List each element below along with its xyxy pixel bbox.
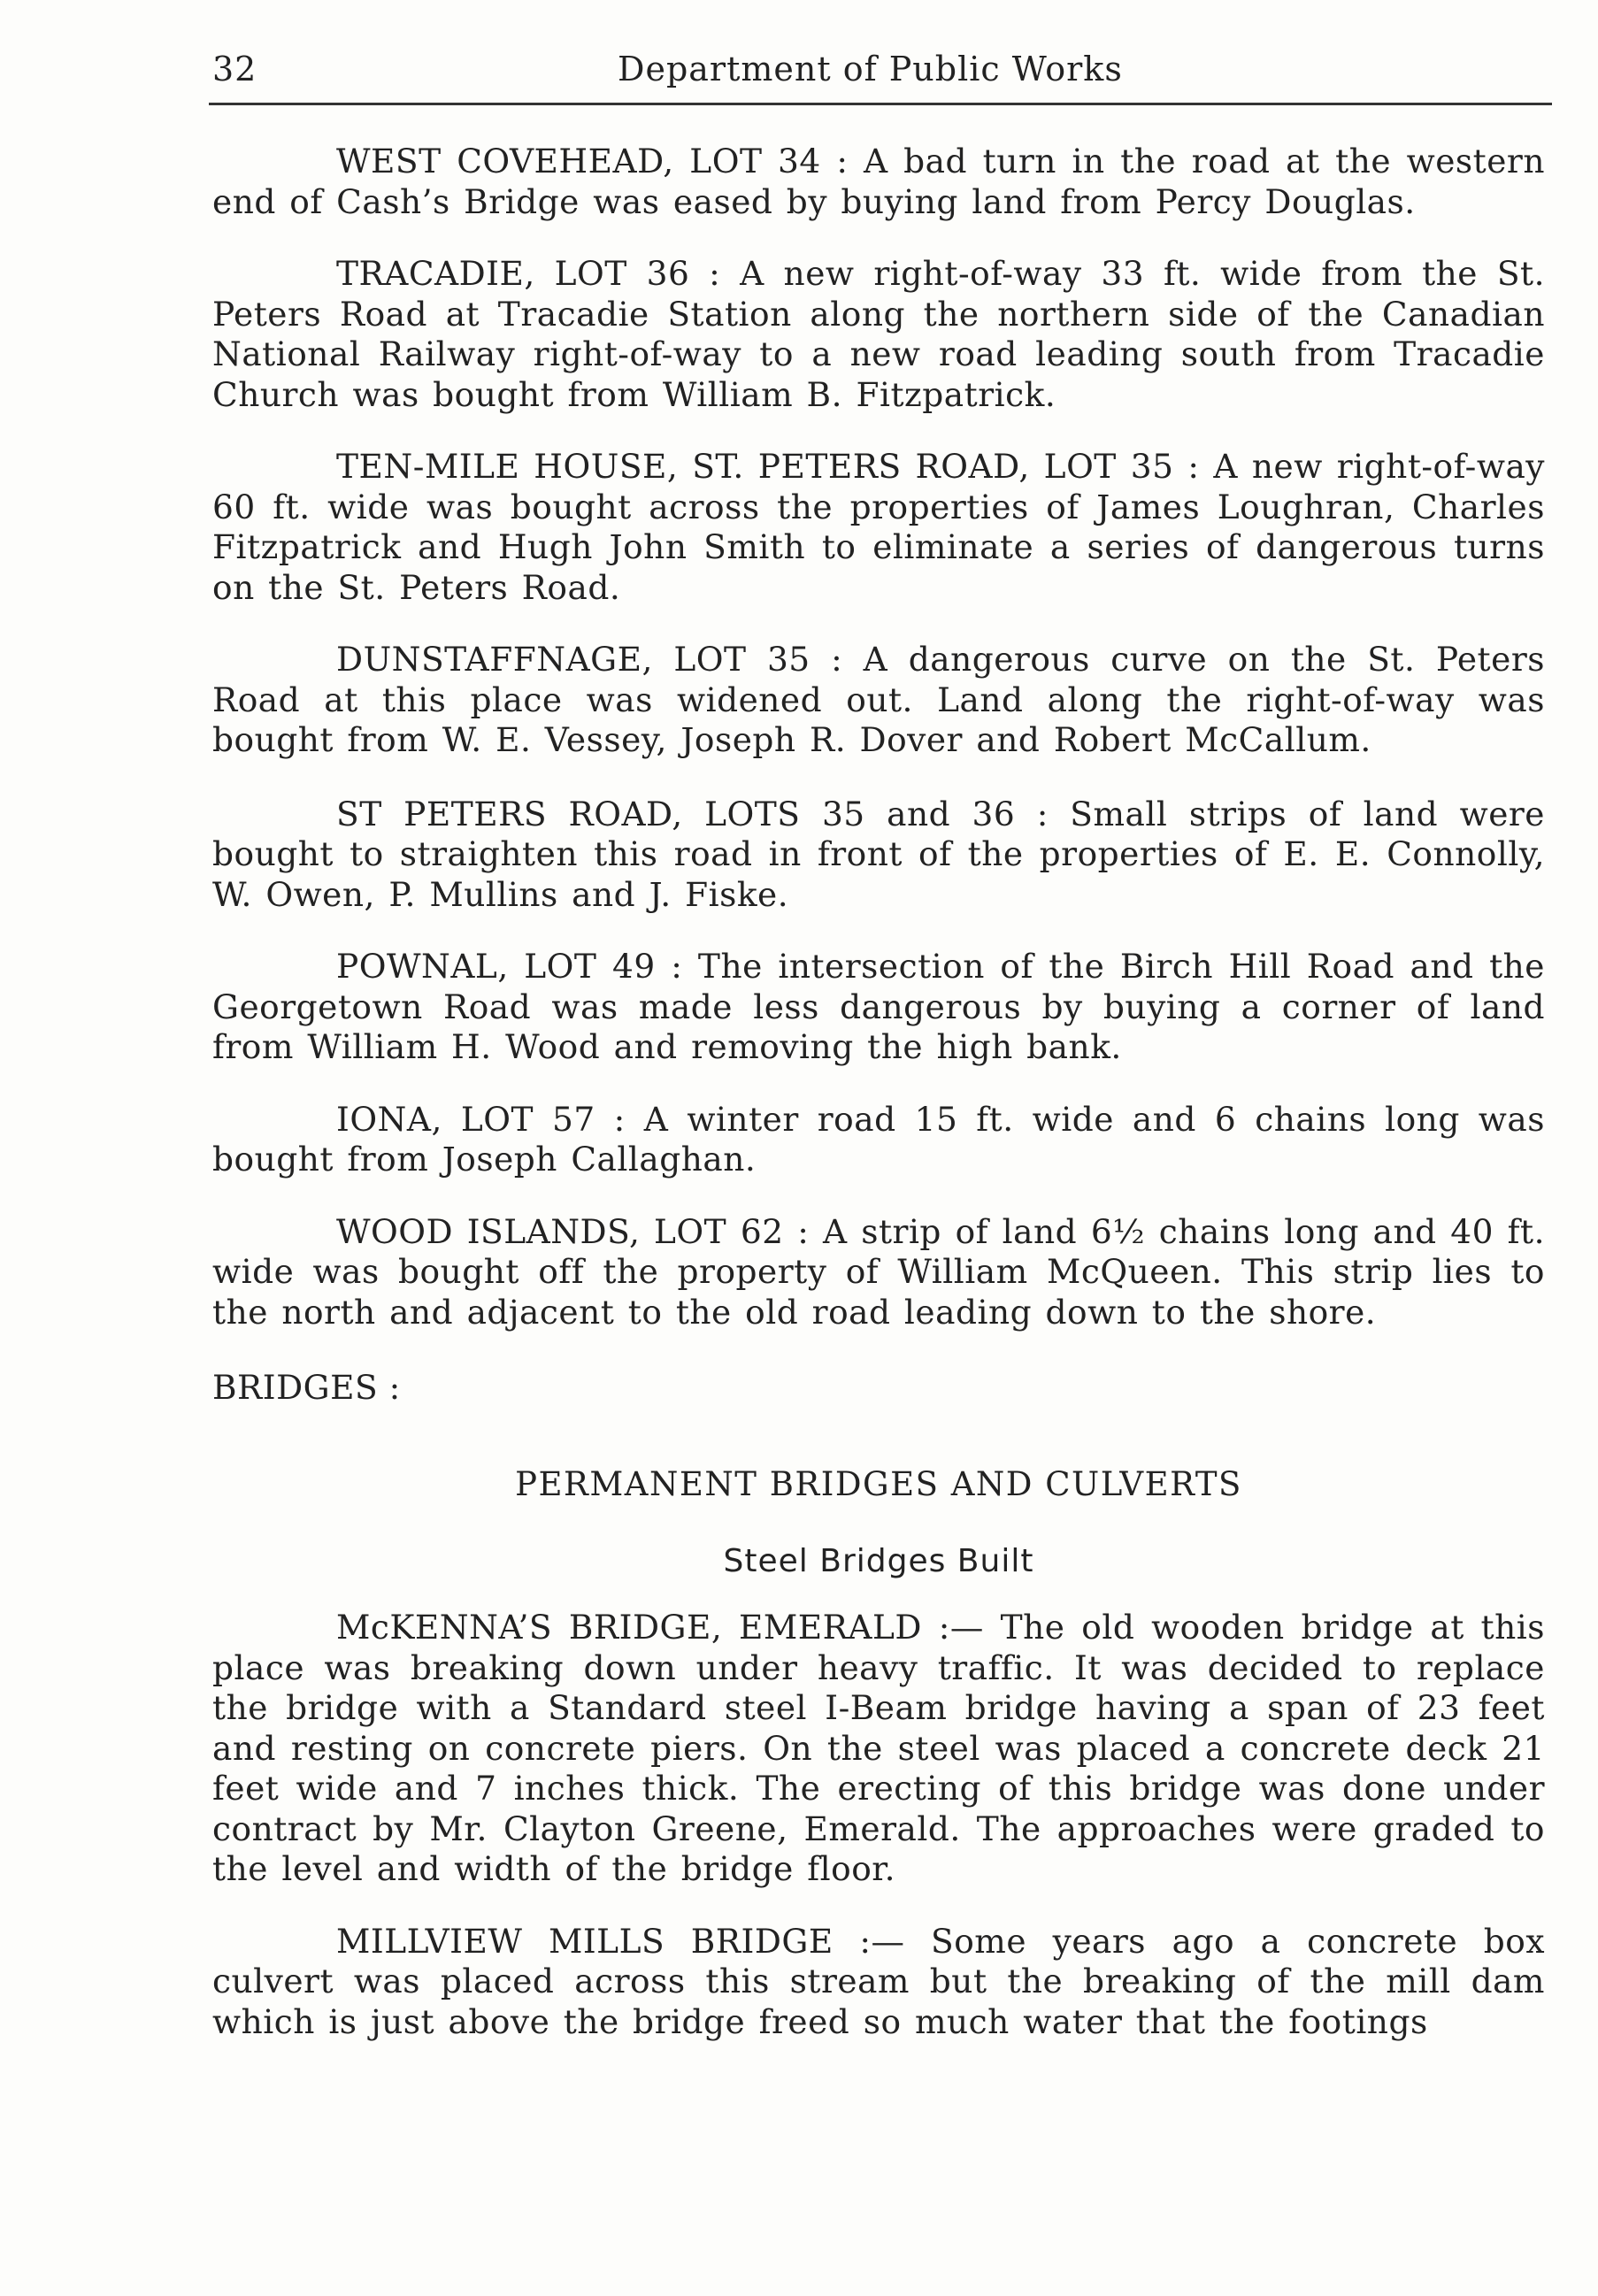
running-head: Department of Public Works — [618, 50, 1123, 88]
paragraph-iona: IONA, LOT 57 : A winter road 15 ft. wide and 6 chains long was bought from Joseph Callaghan. — [212, 1099, 1545, 1179]
paragraph-tracadie: TRACADIE, LOT 36 : A new right-of-way 33 ft. wide from the St. Peters Road at Tracadie Station along the northern side of the Canadian National Railway right-of-way to a new road leading south from Tracadie Church was bought from William B. Fitzpatrick. — [212, 254, 1545, 414]
heading-permanent-bridges: PERMANENT BRIDGES AND CULVERTS — [515, 1465, 1242, 1503]
page-number: 32 — [212, 50, 257, 88]
paragraph-mckennas-bridge: McKENNA’S BRIDGE, EMERALD :— The old wooden bridge at this place was breaking down under heavy traffic. It was decided to replace the bridge with a Standard steel I-Beam bridge having a span of 23 feet and resting on concrete piers. On the steel was placed a concrete deck 21 feet wide and 7 inches thick. The erecting of this bridge was done under contract by Mr. Clayton Greene, Emerald. The approaches were graded to the level and width of the bridge floor. — [212, 1608, 1545, 1888]
subheading-steel-bridges: Steel Bridges Built — [723, 1543, 1034, 1579]
page-header — [211, 46, 1548, 99]
paragraph-ten-mile-house: TEN-MILE HOUSE, ST. PETERS ROAD, LOT 35 : A new right-of-way 60 ft. wide was bought across the properties of James Loughran, Charles Fitzpatrick and Hugh John Smith to eliminate a series of dangerous turns on the St. Peters Road. — [212, 447, 1545, 607]
paragraph-st-peters-road: ST PETERS ROAD, LOTS 35 and 36 : Small strips of land were bought to straighten this road in front of the properties of E. E. Connolly, W. Owen, P. Mullins and J. Fiske. — [212, 794, 1545, 914]
section-label-bridges: BRIDGES : — [212, 1368, 401, 1407]
header-rule — [209, 103, 1552, 105]
paragraph-pownal: POWNAL, LOT 49 : The intersection of the Birch Hill Road and the Georgetown Road was made less dangerous by buying a corner of land from William H. Wood and removing the high bank. — [212, 947, 1545, 1066]
paragraph-west-covehead: WEST COVEHEAD, LOT 34 : A bad turn in the road at the western end of Cash’s Bridge was eased by buying land from Percy Douglas. — [212, 142, 1545, 221]
page-body — [212, 142, 1545, 2042]
paragraph-dunstaffnage: DUNSTAFFNAGE, LOT 35 : A dangerous curve on the St. Peters Road at this place was widened out. Land along the right-of-way was bought from W. E. Vessey, Joseph R. Dover and Robert McCallum. — [212, 640, 1545, 759]
paragraph-wood-islands: WOOD ISLANDS, LOT 62 : A strip of land 6½ chains long and 40 ft. wide was bought off the property of William McQueen. This strip lies to the north and adjacent to the old road leading down to the shore. — [212, 1211, 1545, 1332]
paragraph-millview-mills-bridge: MILLVIEW MILLS BRIDGE :— Some years ago a concrete box culvert was placed across this stream but the breaking of the mill dam which is just above the bridge freed so much water that the footings — [212, 1921, 1545, 2041]
